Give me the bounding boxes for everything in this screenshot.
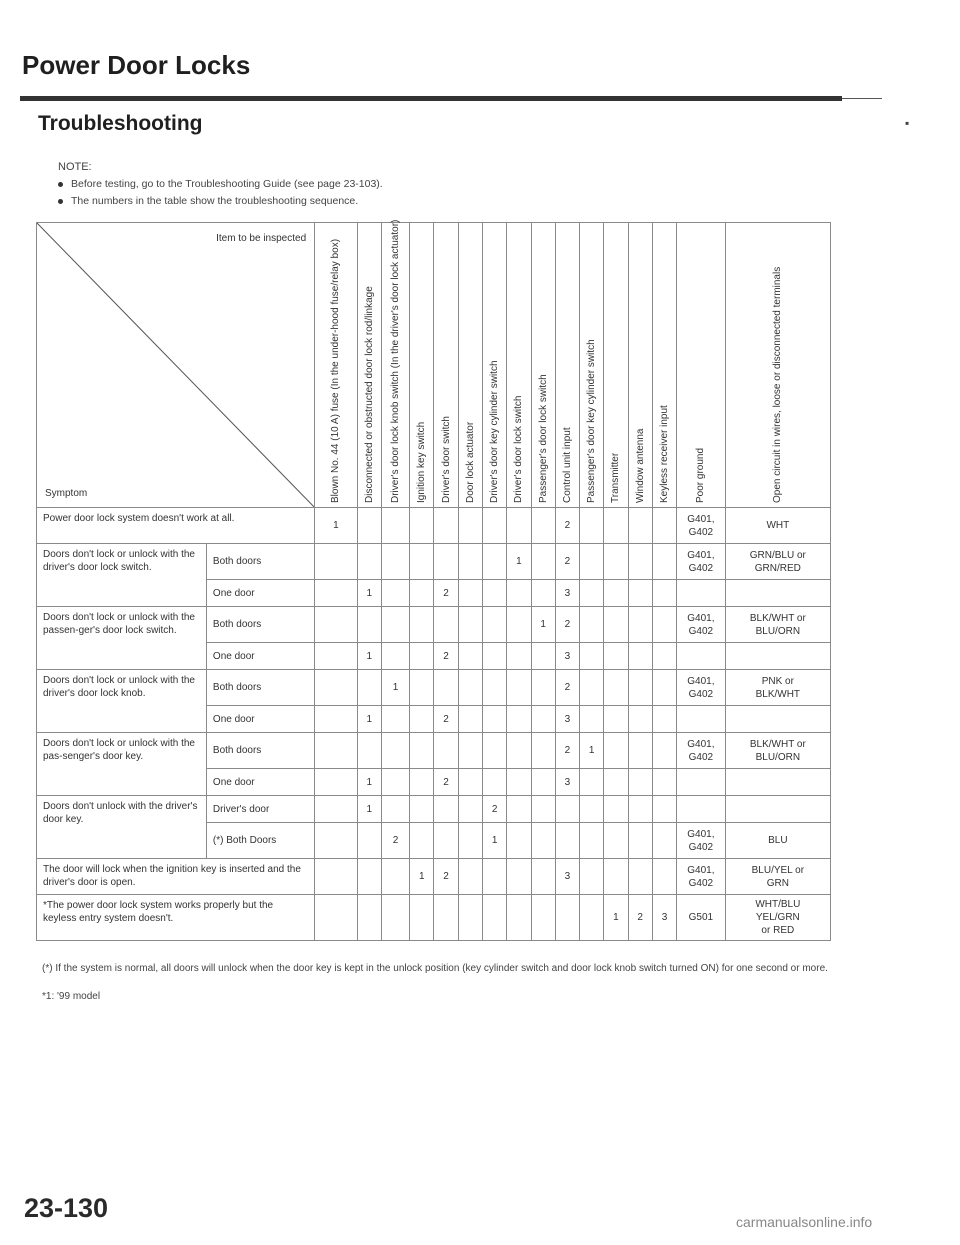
sequence-cell: 3 — [555, 643, 579, 670]
ground-cell: G401, G402 — [677, 859, 726, 895]
sequence-cell: 1 — [357, 580, 381, 607]
sequence-cell: 1 — [580, 733, 604, 769]
column-header: Keyless receiver input — [652, 223, 676, 508]
item-inspected-label: Item to be inspected — [216, 233, 307, 244]
sequence-cell: 2 — [555, 670, 579, 706]
watermark: carmanualsonline.info — [736, 1214, 873, 1230]
page-title: Power Door Locks — [22, 50, 251, 80]
ground-cell: G401, G402 — [677, 670, 726, 706]
sequence-cell: 3 — [555, 706, 579, 733]
table-row — [37, 607, 831, 643]
ground-cell: G401, G402 — [677, 823, 726, 859]
section-title: Troubleshooting — [38, 112, 203, 135]
sequence-cell: 2 — [381, 823, 409, 859]
column-header: Passenger's door lock switch — [531, 223, 555, 508]
ground-cell: G401, G402 — [677, 508, 726, 544]
sequence-cell: 1 — [315, 508, 357, 544]
sequence-cell: 2 — [482, 796, 506, 823]
column-header: Disconnected or obstructed door lock rod/linkage — [357, 223, 381, 508]
sequence-cell: 3 — [555, 580, 579, 607]
sequence-cell: 2 — [434, 859, 458, 895]
note-text: Before testing, go to the Troubleshooting Guide (see page 23-103). — [71, 178, 383, 190]
wire-color-cell: BLU/YEL or GRN — [725, 859, 830, 895]
sub-condition-cell: Both doors — [206, 544, 314, 580]
symptom-label: Symptom — [45, 488, 88, 499]
sequence-cell: 2 — [434, 643, 458, 670]
table-corner — [37, 223, 315, 508]
title-rule-thin — [842, 98, 882, 99]
wire-color-cell: BLK/WHT or BLU/ORN — [725, 733, 830, 769]
bullet-icon — [58, 199, 63, 204]
sub-condition-cell: Driver's door — [206, 796, 314, 823]
symptom-cell: Doors don't lock or unlock with the driver's door lock switch. — [37, 544, 207, 607]
bullet-icon — [58, 182, 63, 187]
sequence-cell: 2 — [628, 895, 652, 941]
sub-condition-cell: One door — [206, 706, 314, 733]
table-row — [37, 796, 831, 823]
column-header: Driver's door key cylinder switch — [482, 223, 506, 508]
ground-cell: G501 — [677, 895, 726, 941]
sequence-cell: 2 — [434, 706, 458, 733]
footnote: (*) If the system is normal, all doors will unlock when the door key is kept in the unlock position (key cylinder switch and door lock knob switch turned ON) for one second or more. — [42, 963, 828, 974]
column-header: Driver's door lock knob switch (In the driver's door lock actuator) — [381, 223, 409, 508]
symptom-cell: The door will lock when the ignition key is inserted and the driver's door is open. — [37, 859, 315, 895]
wire-color-cell: WHT/BLU YEL/GRN or RED — [725, 895, 830, 941]
sub-condition-cell: Both doors — [206, 670, 314, 706]
diagonal-line — [37, 223, 314, 507]
note-item — [58, 178, 383, 190]
sequence-cell: 2 — [555, 733, 579, 769]
table-row — [37, 859, 831, 895]
column-header: Ignition key switch — [410, 223, 434, 508]
sequence-cell: 2 — [555, 607, 579, 643]
sub-condition-cell: Both doors — [206, 733, 314, 769]
wire-color-cell: PNK or BLK/WHT — [725, 670, 830, 706]
ground-cell: G401, G402 — [677, 544, 726, 580]
margin-mark: ▪ — [905, 116, 910, 130]
sequence-cell: 1 — [357, 643, 381, 670]
sequence-cell: 1 — [357, 769, 381, 796]
sub-condition-cell: One door — [206, 769, 314, 796]
note-text: The numbers in the table show the troubleshooting sequence. — [71, 195, 359, 207]
table-row — [37, 544, 831, 580]
sequence-cell: 2 — [555, 508, 579, 544]
sub-condition-cell: Both doors — [206, 607, 314, 643]
symptom-cell: Power door lock system doesn't work at all. — [37, 508, 315, 544]
sequence-cell: 1 — [357, 706, 381, 733]
wire-color-cell: GRN/BLU or GRN/RED — [725, 544, 830, 580]
column-header: Driver's door lock switch — [507, 223, 531, 508]
sub-condition-cell: (*) Both Doors — [206, 823, 314, 859]
symptom-cell: Doors don't lock or unlock with the passen-ger's door lock switch. — [37, 607, 207, 670]
sequence-cell: 1 — [381, 670, 409, 706]
note-label: NOTE: — [58, 161, 92, 173]
symptom-cell: Doors don't lock or unlock with the pas-senger's door key. — [37, 733, 207, 796]
troubleshooting-table — [36, 219, 831, 941]
wire-color-cell: BLU — [725, 823, 830, 859]
ground-cell: G401, G402 — [677, 607, 726, 643]
column-header: Driver's door switch — [434, 223, 458, 508]
wire-color-cell: WHT — [725, 508, 830, 544]
column-header: Control unit input — [555, 223, 579, 508]
symptom-cell: Doors don't unlock with the driver's door key. — [37, 796, 207, 859]
wire-color-cell: BLK/WHT or BLU/ORN — [725, 607, 830, 643]
column-header: Door lock actuator — [458, 223, 482, 508]
sequence-cell: 1 — [357, 796, 381, 823]
column-header: Blown No. 44 (10 A) fuse (In the under-hood fuse/relay box) — [315, 223, 357, 508]
column-header: Transmitter — [604, 223, 628, 508]
column-header: Window antenna — [628, 223, 652, 508]
symptom-cell: *The power door lock system works properly but the keyless entry system doesn't. — [37, 895, 315, 941]
sequence-cell: 2 — [555, 544, 579, 580]
sequence-cell: 1 — [507, 544, 531, 580]
sequence-cell: 3 — [555, 859, 579, 895]
table-row — [37, 508, 831, 544]
sequence-cell: 1 — [604, 895, 628, 941]
column-header: Poor ground — [677, 223, 726, 508]
symptom-cell: Doors don't lock or unlock with the driver's door lock knob. — [37, 670, 207, 733]
column-header: Passenger's door key cylinder switch — [580, 223, 604, 508]
page-number: 23-130 — [24, 1193, 109, 1223]
title-rule — [20, 96, 842, 101]
table-row — [37, 670, 831, 706]
table-row — [37, 733, 831, 769]
sequence-cell: 1 — [482, 823, 506, 859]
sequence-cell: 1 — [410, 859, 434, 895]
sequence-cell: 1 — [531, 607, 555, 643]
sub-condition-cell: One door — [206, 580, 314, 607]
sub-condition-cell: One door — [206, 643, 314, 670]
sequence-cell: 3 — [555, 769, 579, 796]
footnote: *1: '99 model — [42, 991, 101, 1002]
sequence-cell: 3 — [652, 895, 676, 941]
table-row — [37, 895, 831, 941]
sequence-cell: 2 — [434, 580, 458, 607]
column-header: Open circuit in wires, loose or disconnected terminals — [725, 223, 830, 508]
sequence-cell: 2 — [434, 769, 458, 796]
ground-cell: G401, G402 — [677, 733, 726, 769]
note-item — [58, 195, 358, 207]
